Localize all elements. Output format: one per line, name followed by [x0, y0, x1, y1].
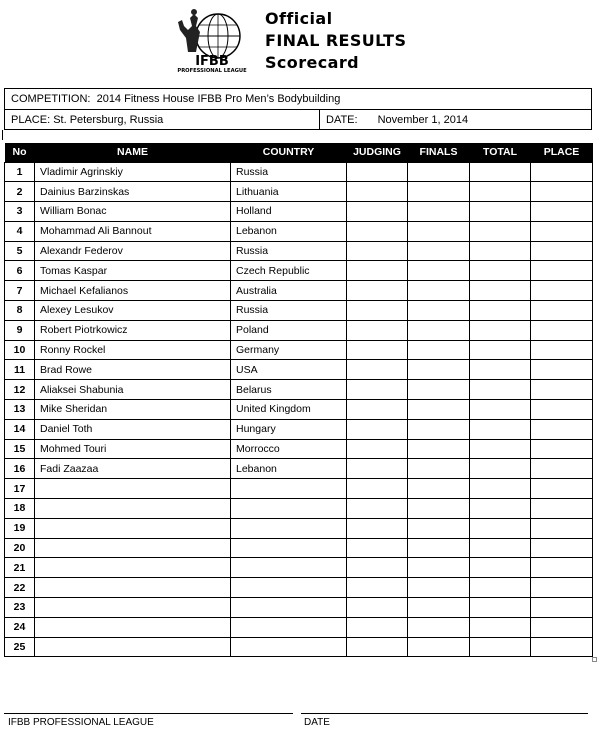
cell-total[interactable] — [470, 459, 531, 479]
cell-judging[interactable] — [347, 538, 408, 558]
cell-place[interactable] — [531, 340, 593, 360]
header-name: NAME — [35, 143, 231, 162]
cell-place[interactable] — [531, 558, 593, 578]
cell-no: 9 — [5, 320, 35, 340]
cell-country[interactable] — [231, 617, 347, 637]
cell-name[interactable]: Mohammad Ali Bannout — [35, 221, 231, 241]
table-resize-handle[interactable] — [592, 657, 597, 662]
date-value: November 1, 2014 — [377, 113, 469, 126]
cell-country[interactable]: Russia — [231, 241, 347, 261]
cell-finals[interactable] — [408, 439, 470, 459]
cell-country[interactable] — [231, 598, 347, 618]
cell-country[interactable]: Poland — [231, 320, 347, 340]
cell-place[interactable] — [531, 221, 593, 241]
header-finals: FINALS — [408, 143, 470, 162]
cell-place[interactable] — [531, 301, 593, 321]
cell-country[interactable]: Russia — [231, 162, 347, 182]
cell-name[interactable]: Aliaksei Shabunia — [35, 380, 231, 400]
cell-finals[interactable] — [408, 578, 470, 598]
cell-name[interactable]: Ronny Rockel — [35, 340, 231, 360]
table-row — [5, 598, 593, 618]
cell-total[interactable] — [470, 538, 531, 558]
header-place: PLACE — [531, 143, 593, 162]
cell-total[interactable] — [470, 617, 531, 637]
header-no: No — [5, 143, 35, 162]
cell-name[interactable] — [35, 479, 231, 499]
cell-place[interactable] — [531, 380, 593, 400]
cell-judging[interactable] — [347, 558, 408, 578]
competition-row — [5, 89, 591, 109]
ifbb-logo — [168, 8, 256, 74]
cell-judging[interactable] — [347, 499, 408, 519]
cell-name[interactable]: Dainius Barzinskas — [35, 182, 231, 202]
cell-finals[interactable] — [408, 419, 470, 439]
cell-country[interactable] — [231, 479, 347, 499]
cell-no: 21 — [5, 558, 35, 578]
cell-place[interactable] — [531, 637, 593, 657]
cell-judging[interactable] — [347, 202, 408, 222]
competition-value: 2014 Fitness House IFBB Pro Men’s Bodybuilding — [96, 93, 341, 105]
cell-place[interactable] — [531, 281, 593, 301]
cell-finals[interactable] — [408, 459, 470, 479]
cell-finals[interactable] — [408, 162, 470, 182]
cell-finals[interactable] — [408, 261, 470, 281]
table-row — [5, 479, 593, 499]
cell-no: 7 — [5, 281, 35, 301]
cell-total[interactable] — [470, 221, 531, 241]
cell-no: 12 — [5, 380, 35, 400]
cell-total[interactable] — [470, 499, 531, 519]
cell-judging[interactable] — [347, 578, 408, 598]
cell-country[interactable] — [231, 499, 347, 519]
cell-place[interactable] — [531, 538, 593, 558]
cell-finals[interactable] — [408, 499, 470, 519]
cell-name[interactable]: Daniel Toth — [35, 419, 231, 439]
date-cell[interactable] — [320, 110, 468, 129]
cell-judging[interactable] — [347, 617, 408, 637]
table-row — [5, 419, 593, 439]
cell-country[interactable]: Lithuania — [231, 182, 347, 202]
cell-place[interactable] — [531, 479, 593, 499]
cell-total[interactable] — [470, 162, 531, 182]
cell-finals[interactable] — [408, 598, 470, 618]
cell-place[interactable] — [531, 598, 593, 618]
cell-country[interactable] — [231, 578, 347, 598]
cell-total[interactable] — [470, 360, 531, 380]
cell-name[interactable] — [35, 518, 231, 538]
cell-no: 17 — [5, 479, 35, 499]
header-country: COUNTRY — [231, 143, 347, 162]
cell-no: 15 — [5, 439, 35, 459]
competition-info-box — [4, 88, 592, 130]
cell-total[interactable] — [470, 479, 531, 499]
cell-place[interactable] — [531, 578, 593, 598]
cell-place[interactable] — [531, 400, 593, 420]
cell-finals[interactable] — [408, 617, 470, 637]
cell-total[interactable] — [470, 340, 531, 360]
cell-place[interactable] — [531, 261, 593, 281]
cell-no: 14 — [5, 419, 35, 439]
table-row — [5, 320, 593, 340]
table-row — [5, 182, 593, 202]
table-header-row — [5, 143, 593, 162]
date-signature-line — [301, 713, 588, 714]
cell-finals[interactable] — [408, 637, 470, 657]
cell-finals[interactable] — [408, 221, 470, 241]
cell-country[interactable]: USA — [231, 360, 347, 380]
cell-country[interactable] — [231, 538, 347, 558]
cell-name[interactable] — [35, 499, 231, 519]
cell-judging[interactable] — [347, 598, 408, 618]
cell-no: 5 — [5, 241, 35, 261]
cell-finals[interactable] — [408, 320, 470, 340]
cell-total[interactable] — [470, 241, 531, 261]
cell-total[interactable] — [470, 261, 531, 281]
cell-judging[interactable] — [347, 400, 408, 420]
cell-finals[interactable] — [408, 360, 470, 380]
cell-judging[interactable] — [347, 439, 408, 459]
cell-name[interactable] — [35, 558, 231, 578]
cell-total[interactable] — [470, 400, 531, 420]
header-judging: JUDGING — [347, 143, 408, 162]
cell-finals[interactable] — [408, 182, 470, 202]
cell-judging[interactable] — [347, 360, 408, 380]
table-row — [5, 459, 593, 479]
results-body — [5, 162, 593, 657]
cell-country[interactable] — [231, 637, 347, 657]
logo-subtext: PROFESSIONAL LEAGUE — [177, 68, 247, 74]
table-row — [5, 578, 593, 598]
cell-total[interactable] — [470, 320, 531, 340]
cell-place[interactable] — [531, 360, 593, 380]
cell-name[interactable]: Fadi Zaazaa — [35, 459, 231, 479]
cell-judging[interactable] — [347, 320, 408, 340]
title-line-final-results: FINAL RESULTS — [265, 31, 407, 50]
cell-name[interactable]: Mohmed Touri — [35, 439, 231, 459]
cell-name[interactable]: Michael Kefalianos — [35, 281, 231, 301]
table-row — [5, 518, 593, 538]
cell-country[interactable]: Russia — [231, 301, 347, 321]
cell-country[interactable]: Morrocco — [231, 439, 347, 459]
cell-judging[interactable] — [347, 162, 408, 182]
cell-finals[interactable] — [408, 202, 470, 222]
table-row — [5, 400, 593, 420]
cell-no: 24 — [5, 617, 35, 637]
cell-no: 19 — [5, 518, 35, 538]
cell-country[interactable]: Czech Republic — [231, 261, 347, 281]
cell-finals[interactable] — [408, 281, 470, 301]
table-row — [5, 617, 593, 637]
table-row — [5, 162, 593, 182]
cell-name[interactable]: Vladimir Agrinskiy — [35, 162, 231, 182]
cell-no: 3 — [5, 202, 35, 222]
cell-no: 20 — [5, 538, 35, 558]
cell-country[interactable]: Holland — [231, 202, 347, 222]
table-row — [5, 221, 593, 241]
cell-place[interactable] — [531, 518, 593, 538]
cell-judging[interactable] — [347, 301, 408, 321]
cell-name[interactable]: Mike Sheridan — [35, 400, 231, 420]
cell-finals[interactable] — [408, 340, 470, 360]
cell-place[interactable] — [531, 241, 593, 261]
cell-place[interactable] — [531, 419, 593, 439]
cell-finals[interactable] — [408, 538, 470, 558]
cell-no: 10 — [5, 340, 35, 360]
table-row — [5, 538, 593, 558]
cell-total[interactable] — [470, 281, 531, 301]
table-row — [5, 439, 593, 459]
title-line-official: Official — [265, 9, 333, 28]
cell-country[interactable]: Belarus — [231, 380, 347, 400]
cell-country[interactable]: Lebanon — [231, 221, 347, 241]
cell-name[interactable] — [35, 637, 231, 657]
cell-country[interactable] — [231, 558, 347, 578]
cell-judging[interactable] — [347, 518, 408, 538]
cell-judging[interactable] — [347, 221, 408, 241]
cell-total[interactable] — [470, 558, 531, 578]
cell-no: 1 — [5, 162, 35, 182]
cell-total[interactable] — [470, 578, 531, 598]
cell-total[interactable] — [470, 637, 531, 657]
cell-place[interactable] — [531, 162, 593, 182]
place-value: St. Petersburg, Russia — [53, 113, 164, 126]
cell-name[interactable]: Brad Rowe — [35, 360, 231, 380]
table-row — [5, 499, 593, 519]
cell-finals[interactable] — [408, 241, 470, 261]
cell-name[interactable]: William Bonac — [35, 202, 231, 222]
cell-judging[interactable] — [347, 241, 408, 261]
cell-judging[interactable] — [347, 261, 408, 281]
cell-total[interactable] — [470, 202, 531, 222]
competition-label: COMPETITION: — [11, 93, 91, 105]
cell-name[interactable]: Robert Piotrkowicz — [35, 320, 231, 340]
cell-total[interactable] — [470, 380, 531, 400]
competition-cell[interactable] — [5, 89, 340, 109]
place-date-row — [5, 109, 591, 129]
cell-finals[interactable] — [408, 479, 470, 499]
table-row — [5, 340, 593, 360]
cell-place[interactable] — [531, 320, 593, 340]
cell-name[interactable] — [35, 598, 231, 618]
cell-place[interactable] — [531, 439, 593, 459]
cell-place[interactable] — [531, 499, 593, 519]
cell-no: 22 — [5, 578, 35, 598]
header-total: TOTAL — [470, 143, 531, 162]
league-signature-line — [4, 713, 293, 714]
cell-name[interactable] — [35, 617, 231, 637]
cell-total[interactable] — [470, 439, 531, 459]
text-cursor — [2, 130, 3, 140]
cell-country[interactable]: United Kingdom — [231, 400, 347, 420]
cell-name[interactable]: Alexey Lesukov — [35, 301, 231, 321]
table-row — [5, 202, 593, 222]
cell-no: 2 — [5, 182, 35, 202]
footer-date-label: DATE — [304, 717, 330, 728]
league-label: IFBB PROFESSIONAL LEAGUE — [8, 717, 154, 728]
cell-no: 18 — [5, 499, 35, 519]
table-row — [5, 241, 593, 261]
cell-judging[interactable] — [347, 340, 408, 360]
cell-judging[interactable] — [347, 380, 408, 400]
cell-name[interactable]: Tomas Kaspar — [35, 261, 231, 281]
cell-name[interactable] — [35, 578, 231, 598]
cell-country[interactable]: Lebanon — [231, 459, 347, 479]
cell-total[interactable] — [470, 419, 531, 439]
table-row — [5, 301, 593, 321]
logo-text: IFBB — [195, 54, 229, 69]
cell-no: 11 — [5, 360, 35, 380]
cell-total[interactable] — [470, 182, 531, 202]
results-table — [4, 143, 593, 657]
cell-finals[interactable] — [408, 380, 470, 400]
cell-total[interactable] — [470, 301, 531, 321]
cell-judging[interactable] — [347, 419, 408, 439]
cell-no: 25 — [5, 637, 35, 657]
cell-total[interactable] — [470, 598, 531, 618]
table-row — [5, 558, 593, 578]
table-row — [5, 261, 593, 281]
place-cell[interactable] — [5, 110, 320, 129]
table-row — [5, 281, 593, 301]
cell-name[interactable] — [35, 538, 231, 558]
cell-total[interactable] — [470, 518, 531, 538]
cell-country[interactable]: Australia — [231, 281, 347, 301]
title-line-scorecard: Scorecard — [265, 53, 359, 72]
cell-judging[interactable] — [347, 637, 408, 657]
cell-no: 6 — [5, 261, 35, 281]
cell-finals[interactable] — [408, 558, 470, 578]
cell-place[interactable] — [531, 182, 593, 202]
place-label: PLACE: — [11, 113, 51, 126]
date-label: DATE: — [326, 113, 358, 126]
cell-no: 23 — [5, 598, 35, 618]
cell-judging[interactable] — [347, 459, 408, 479]
cell-no: 16 — [5, 459, 35, 479]
scorecard-header — [0, 0, 600, 84]
table-row — [5, 637, 593, 657]
scorecard-title — [265, 8, 406, 74]
table-row — [5, 360, 593, 380]
cell-name[interactable]: Alexandr Federov — [35, 241, 231, 261]
cell-finals[interactable] — [408, 400, 470, 420]
cell-judging[interactable] — [347, 479, 408, 499]
cell-no: 13 — [5, 400, 35, 420]
cell-finals[interactable] — [408, 518, 470, 538]
cell-country[interactable]: Hungary — [231, 419, 347, 439]
cell-country[interactable]: Germany — [231, 340, 347, 360]
cell-judging[interactable] — [347, 182, 408, 202]
cell-place[interactable] — [531, 459, 593, 479]
cell-no: 8 — [5, 301, 35, 321]
cell-place[interactable] — [531, 202, 593, 222]
table-row — [5, 380, 593, 400]
cell-place[interactable] — [531, 617, 593, 637]
cell-finals[interactable] — [408, 301, 470, 321]
cell-judging[interactable] — [347, 281, 408, 301]
cell-country[interactable] — [231, 518, 347, 538]
cell-no: 4 — [5, 221, 35, 241]
